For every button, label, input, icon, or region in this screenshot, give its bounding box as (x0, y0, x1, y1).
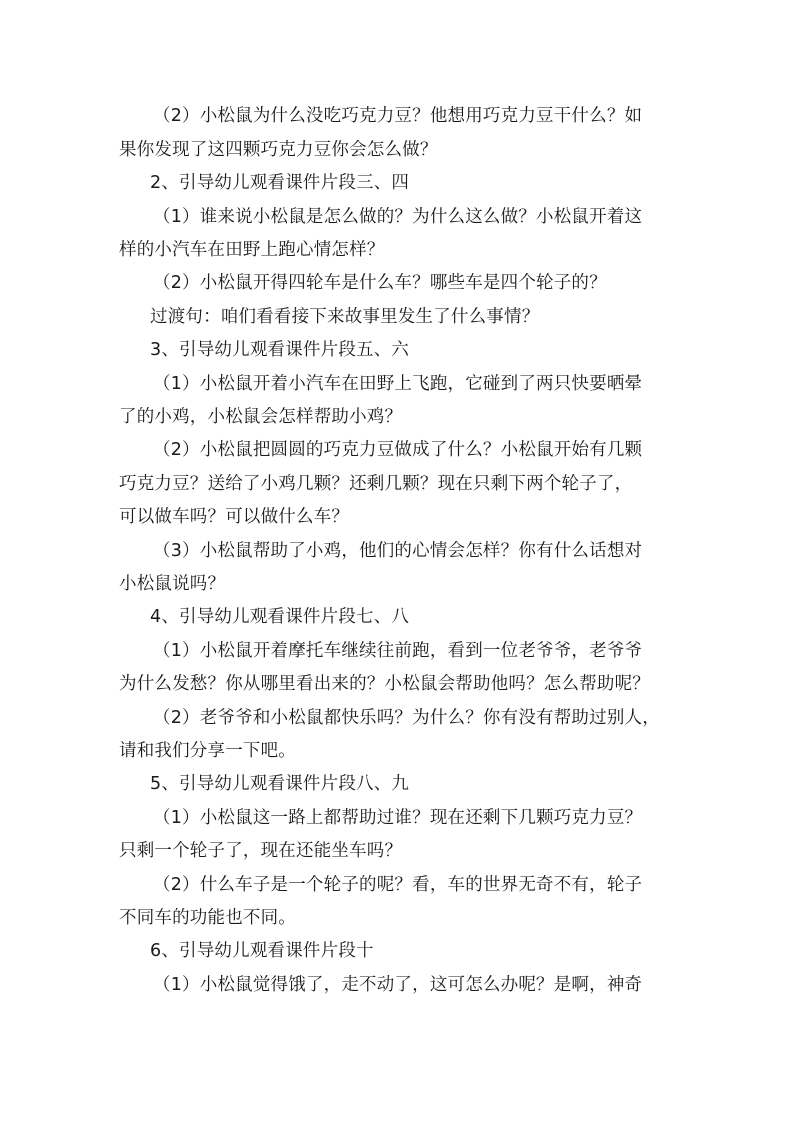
text-line: 了的小鸡，小松鼠会怎样帮助小鸡？ (119, 407, 403, 427)
section-heading: 3、引导幼儿观看课件片段五、六 (150, 340, 410, 360)
text-line: 样的小汽车在田野上跑心情怎样？ (119, 240, 385, 260)
text-line: 请和我们分享一下吧。 (119, 741, 296, 761)
text-line: 巧克力豆？送给了小鸡几颗？还剩几颗？现在只剩下两个轮子了， (119, 474, 633, 494)
section-heading: 4、引导幼儿观看课件片段七、八 (150, 607, 410, 627)
text-line: 不同车的功能也不同。 (119, 908, 296, 928)
text-line: （1）小松鼠开着摩托车继续往前跑，看到一位老爷爷，老爷爷 (153, 641, 643, 661)
text-line: （1）小松鼠觉得饿了，走不动了，这可怎么办呢？是啊，神奇 (153, 975, 643, 995)
text-line: （3）小松鼠帮助了小鸡，他们的心情会怎样？你有什么话想对 (153, 541, 643, 561)
text-line: （2）小松鼠为什么没吃巧克力豆？他想用巧克力豆干什么？如 (153, 106, 643, 126)
text-line: 过渡句：咱们看看接下来故事里发生了什么事情？ (150, 307, 540, 327)
section-heading: 5、引导幼儿观看课件片段八、九 (150, 774, 410, 794)
text-line: （2）小松鼠开得四轮车是什么车？哪些车是四个轮子的？ (153, 273, 607, 293)
section-heading: 6、引导幼儿观看课件片段十 (150, 941, 374, 961)
text-line: （2）老爷爷和小松鼠都快乐吗？为什么？你有没有帮助过别人， (153, 708, 660, 728)
text-line: （1）谁来说小松鼠是怎么做的？为什么这么做？小松鼠开着这 (153, 207, 643, 227)
section-heading: 2、引导幼儿观看课件片段三、四 (150, 173, 410, 193)
text-line: （2）什么车子是一个轮子的呢？看，车的世界无奇不有，轮子 (153, 875, 643, 895)
text-line: 果你发现了这四颗巧克力豆你会怎么做？ (119, 140, 438, 160)
text-line: （1）小松鼠这一路上都帮助过谁？现在还剩下几颗巧克力豆？ (153, 808, 643, 828)
text-line: （1）小松鼠开着小汽车在田野上飞跑，它碰到了两只快要晒晕 (153, 374, 643, 394)
text-line: 只剩一个轮子了，现在还能坐车吗？ (119, 841, 403, 861)
text-line: （2）小松鼠把圆圆的巧克力豆做成了什么？小松鼠开始有几颗 (153, 440, 643, 460)
text-line: 小松鼠说吗？ (119, 574, 226, 594)
text-line: 为什么发愁？你从哪里看出来的？小松鼠会帮助他吗？怎么帮助呢？ (119, 674, 650, 694)
text-line: 可以做车吗？可以做什么车？ (119, 507, 350, 527)
